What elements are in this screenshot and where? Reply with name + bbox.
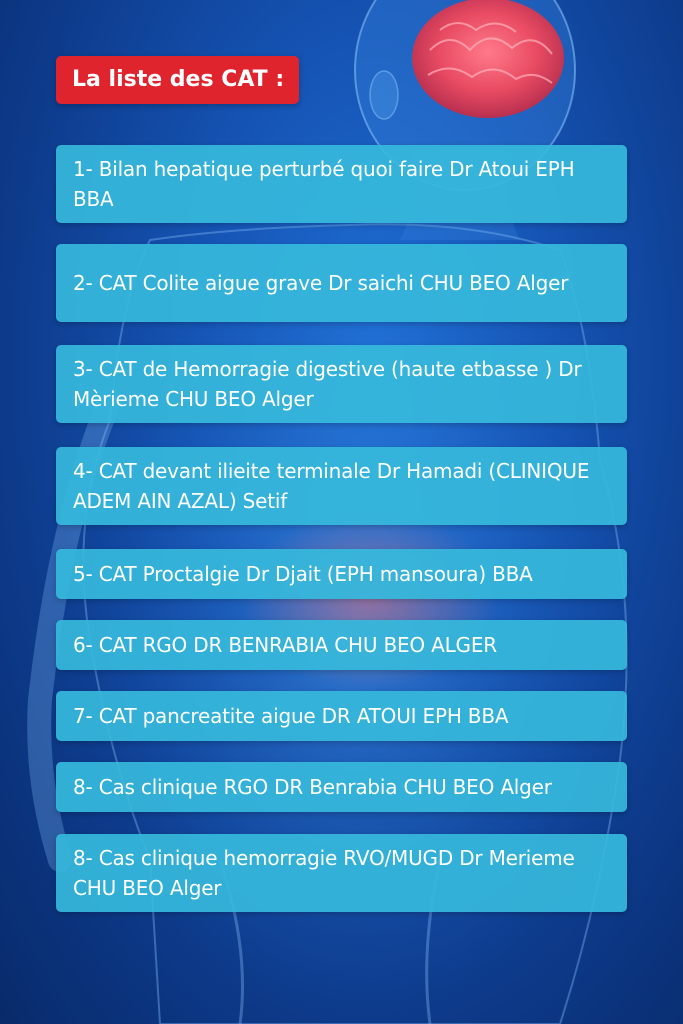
- list-item-label: 4- CAT devant ilieite terminale Dr Hamadi (CLINIQUE ADEM AIN AZAL) Setif: [73, 459, 590, 513]
- list-item-label: 8- Cas clinique RGO DR Benrabia CHU BEO Alger: [73, 775, 552, 799]
- list-item[interactable]: [56, 244, 627, 322]
- list-item[interactable]: [56, 345, 627, 423]
- list-item[interactable]: [56, 145, 627, 223]
- list-item[interactable]: [56, 549, 627, 599]
- list-item[interactable]: [56, 620, 627, 670]
- list-item[interactable]: [56, 762, 627, 812]
- list-item-label: 8- Cas clinique hemorragie RVO/MUGD Dr Merieme CHU BEO Alger: [73, 846, 575, 900]
- list-item-label: 2- CAT Colite aigue grave Dr saichi CHU BEO Alger: [73, 271, 569, 295]
- list-item[interactable]: [56, 447, 627, 525]
- brain-shape: [412, 0, 564, 118]
- list-item[interactable]: [56, 691, 627, 741]
- list-item-label: 7- CAT pancreatite aigue DR ATOUI EPH BBA: [73, 704, 509, 728]
- ear-shape: [370, 71, 398, 119]
- list-item-label: 5- CAT Proctalgie Dr Djait (EPH mansoura) BBA: [73, 562, 533, 586]
- list-item-label: 6- CAT RGO DR BENRABIA CHU BEO ALGER: [73, 633, 497, 657]
- page-title: La liste des CAT :: [56, 56, 299, 104]
- list-item-label: 1- Bilan hepatique perturbé quoi faire Dr Atoui EPH BBA: [73, 157, 575, 211]
- list-item[interactable]: [56, 834, 627, 912]
- list-item-label: 3- CAT de Hemorragie digestive (haute etbasse ) Dr Mèrieme CHU BEO Alger: [73, 357, 582, 411]
